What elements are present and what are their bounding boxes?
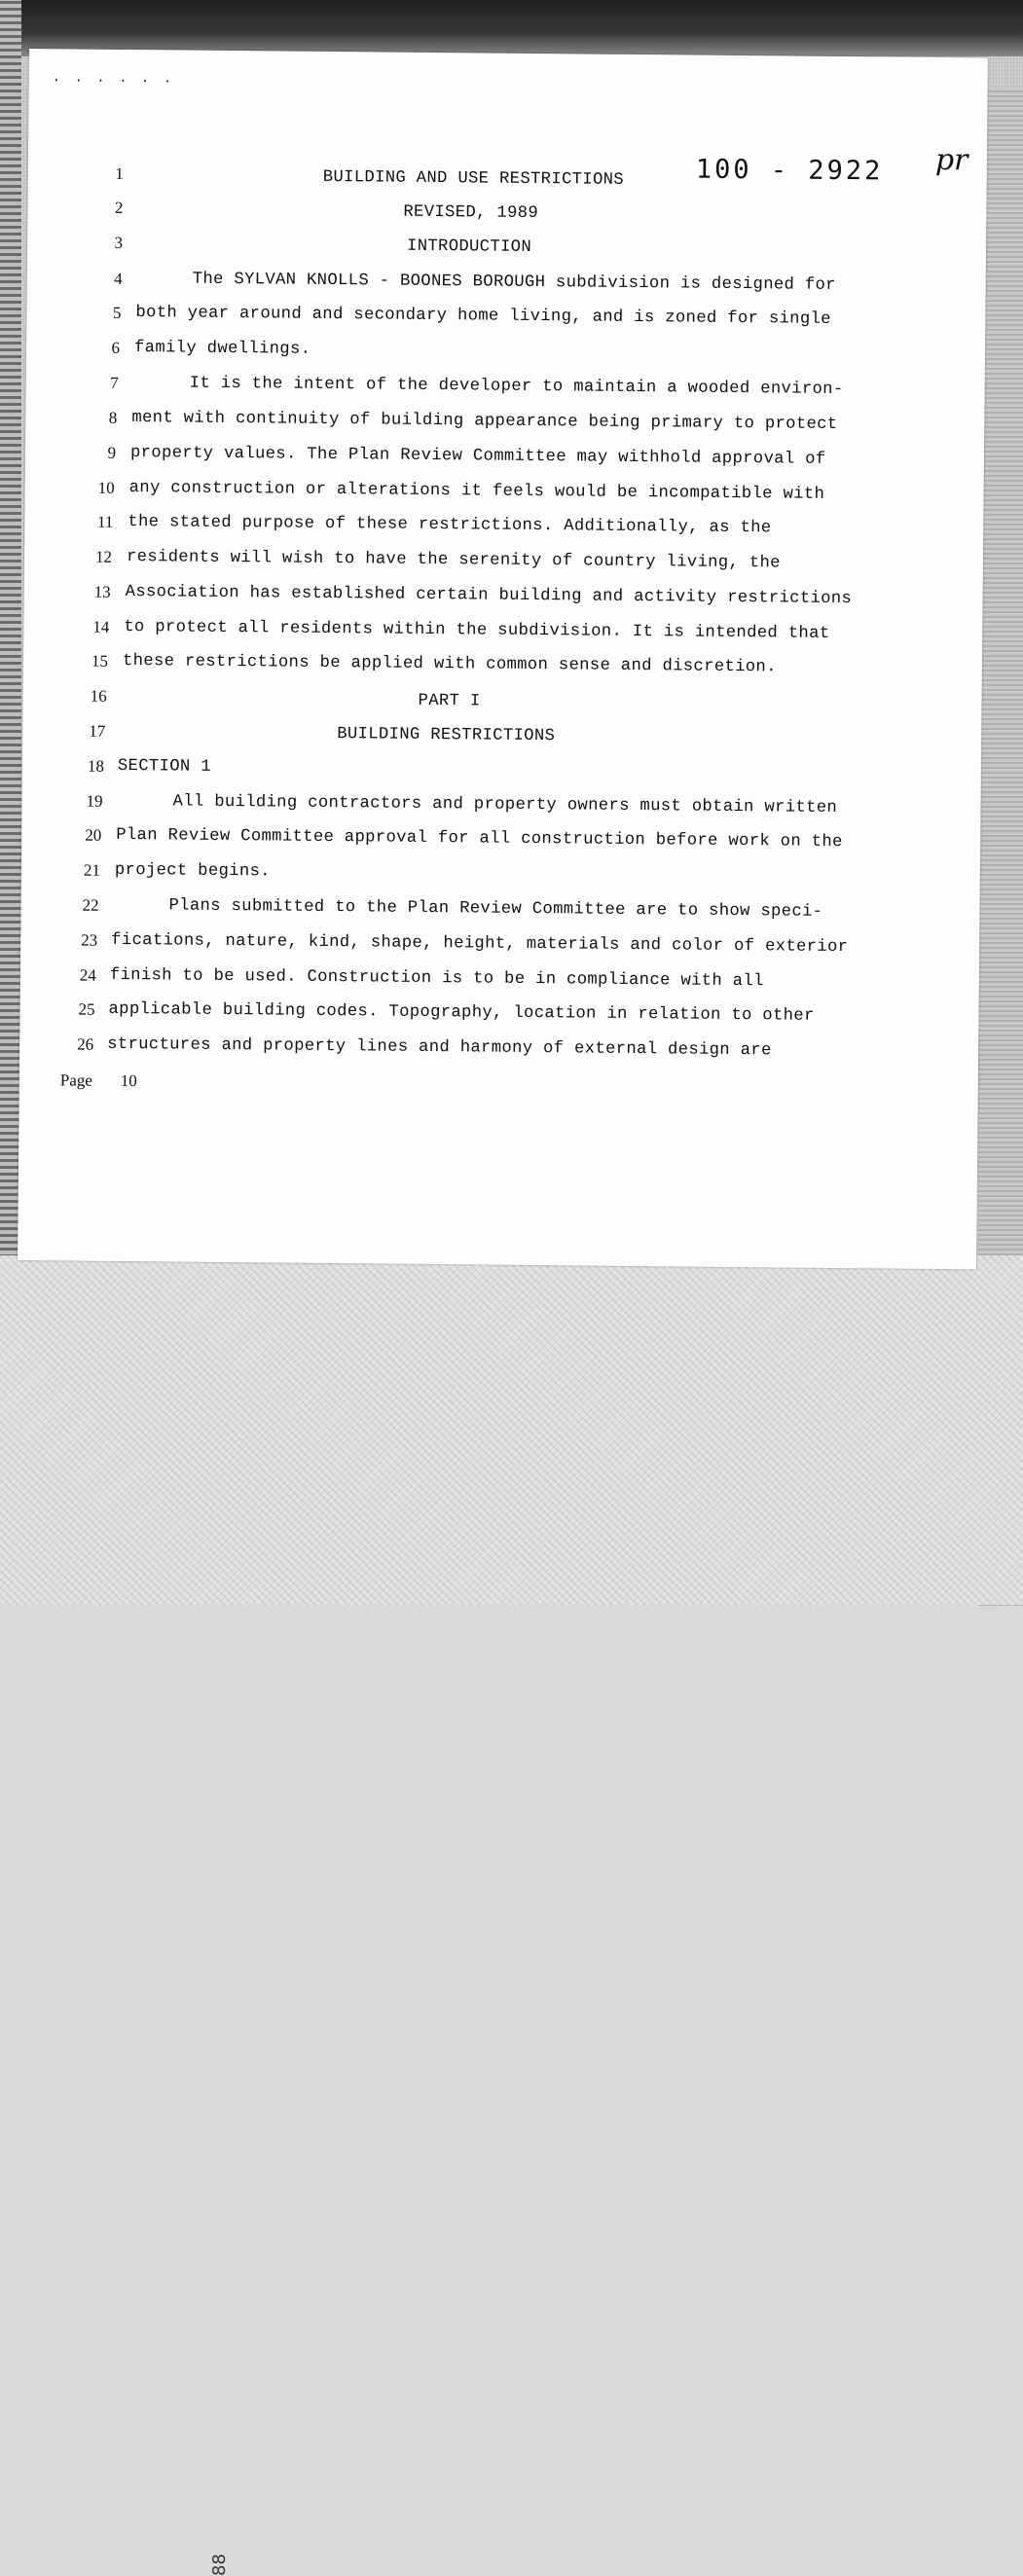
line-number: 9 — [107, 443, 117, 462]
body-line: Association has established certain building and activity restrictions — [125, 582, 853, 609]
body-line: to protect all residents within the subdivision. It is intended that — [124, 617, 830, 643]
line-number: 12 — [94, 547, 113, 566]
line-number: 5 — [112, 303, 122, 322]
body-line: residents will wish to have the serenity of country living, the — [126, 547, 781, 573]
line-number: 19 — [86, 791, 103, 811]
line-number: 25 — [78, 999, 95, 1019]
line-number: 14 — [92, 617, 110, 636]
line-number: 17 — [89, 721, 106, 741]
body-line: finish to be used. Construction is to be in compliance with all — [109, 965, 764, 992]
body-line: ment with continuity of building appearance being primary to protect — [131, 409, 838, 434]
part-heading: PART I — [418, 691, 481, 711]
scan-bottom-area — [0, 1255, 1023, 2576]
line-number: 13 — [93, 582, 111, 601]
line-number: 3 — [114, 233, 124, 252]
document-subtitle: REVISED, 1989 — [403, 202, 539, 224]
line-number: 26 — [77, 1034, 94, 1054]
line-number: 1 — [115, 163, 124, 183]
page-number: 10 — [120, 1070, 137, 1091]
edge-stamp: 88 — [208, 2554, 230, 2576]
body-line: property values. The Plan Review Committee may withhold approval of — [129, 444, 826, 469]
body-line: fications, nature, kind, shape, height, materials and color of exterior — [111, 930, 849, 958]
document-number: 100 - 2922 — [695, 154, 884, 187]
page-label: Page — [59, 1070, 92, 1090]
line-number: 2 — [114, 198, 124, 217]
document-title: BUILDING AND USE RESTRICTIONS — [322, 167, 625, 190]
line-number: 15 — [91, 651, 109, 671]
scan-top-edge — [0, 0, 1023, 56]
line-number: 6 — [111, 338, 121, 357]
line-number: 16 — [90, 686, 107, 706]
line-number: 21 — [83, 860, 100, 880]
header-dots: . . . . . . — [52, 70, 175, 88]
section-heading: SECTION 1 — [117, 756, 211, 777]
line-number: 7 — [110, 373, 119, 392]
line-number: 4 — [114, 269, 123, 288]
body-line: Plan Review Committee approval for all construction before work on the — [116, 825, 843, 853]
body-line: any construction or alterations it feels would be incompatible with — [128, 479, 825, 504]
line-number: 22 — [82, 895, 99, 915]
body-line: Plans submitted to the Plan Review Committee are to show speci- — [168, 896, 823, 922]
line-number: 11 — [96, 512, 114, 531]
body-line: structures and property lines and harmony of external design are — [107, 1034, 772, 1061]
part-subheading: BUILDING RESTRICTIONS — [337, 725, 556, 746]
line-number: 8 — [108, 408, 118, 427]
line-number: 10 — [97, 478, 115, 497]
corner-mark: pr — [934, 142, 968, 178]
body-line: these restrictions be applied with common sense and discretion. — [122, 651, 777, 677]
body-line: project begins. — [114, 860, 271, 882]
line-number: 24 — [79, 965, 96, 985]
line-number: 18 — [87, 756, 105, 776]
body-line: All building contractors and property owners must obtain written — [172, 792, 838, 818]
body-line: The SYLVAN KNOLLS - BOONES BOROUGH subdivision is designed for — [192, 270, 836, 295]
intro-heading: INTRODUCTION — [406, 236, 532, 257]
body-line: both year around and secondary home living, and is zoned for single — [135, 304, 831, 329]
body-line: family dwellings. — [133, 339, 311, 359]
line-number: 20 — [85, 825, 102, 845]
body-line: It is the intent of the developer to maintain a wooded environ- — [189, 374, 844, 400]
body-line: applicable building codes. Topography, location in relation to other — [108, 999, 815, 1026]
line-number: 23 — [81, 930, 98, 950]
document-page — [18, 49, 988, 1269]
body-line: the stated purpose of these restrictions. Additionally, as the — [128, 512, 772, 538]
